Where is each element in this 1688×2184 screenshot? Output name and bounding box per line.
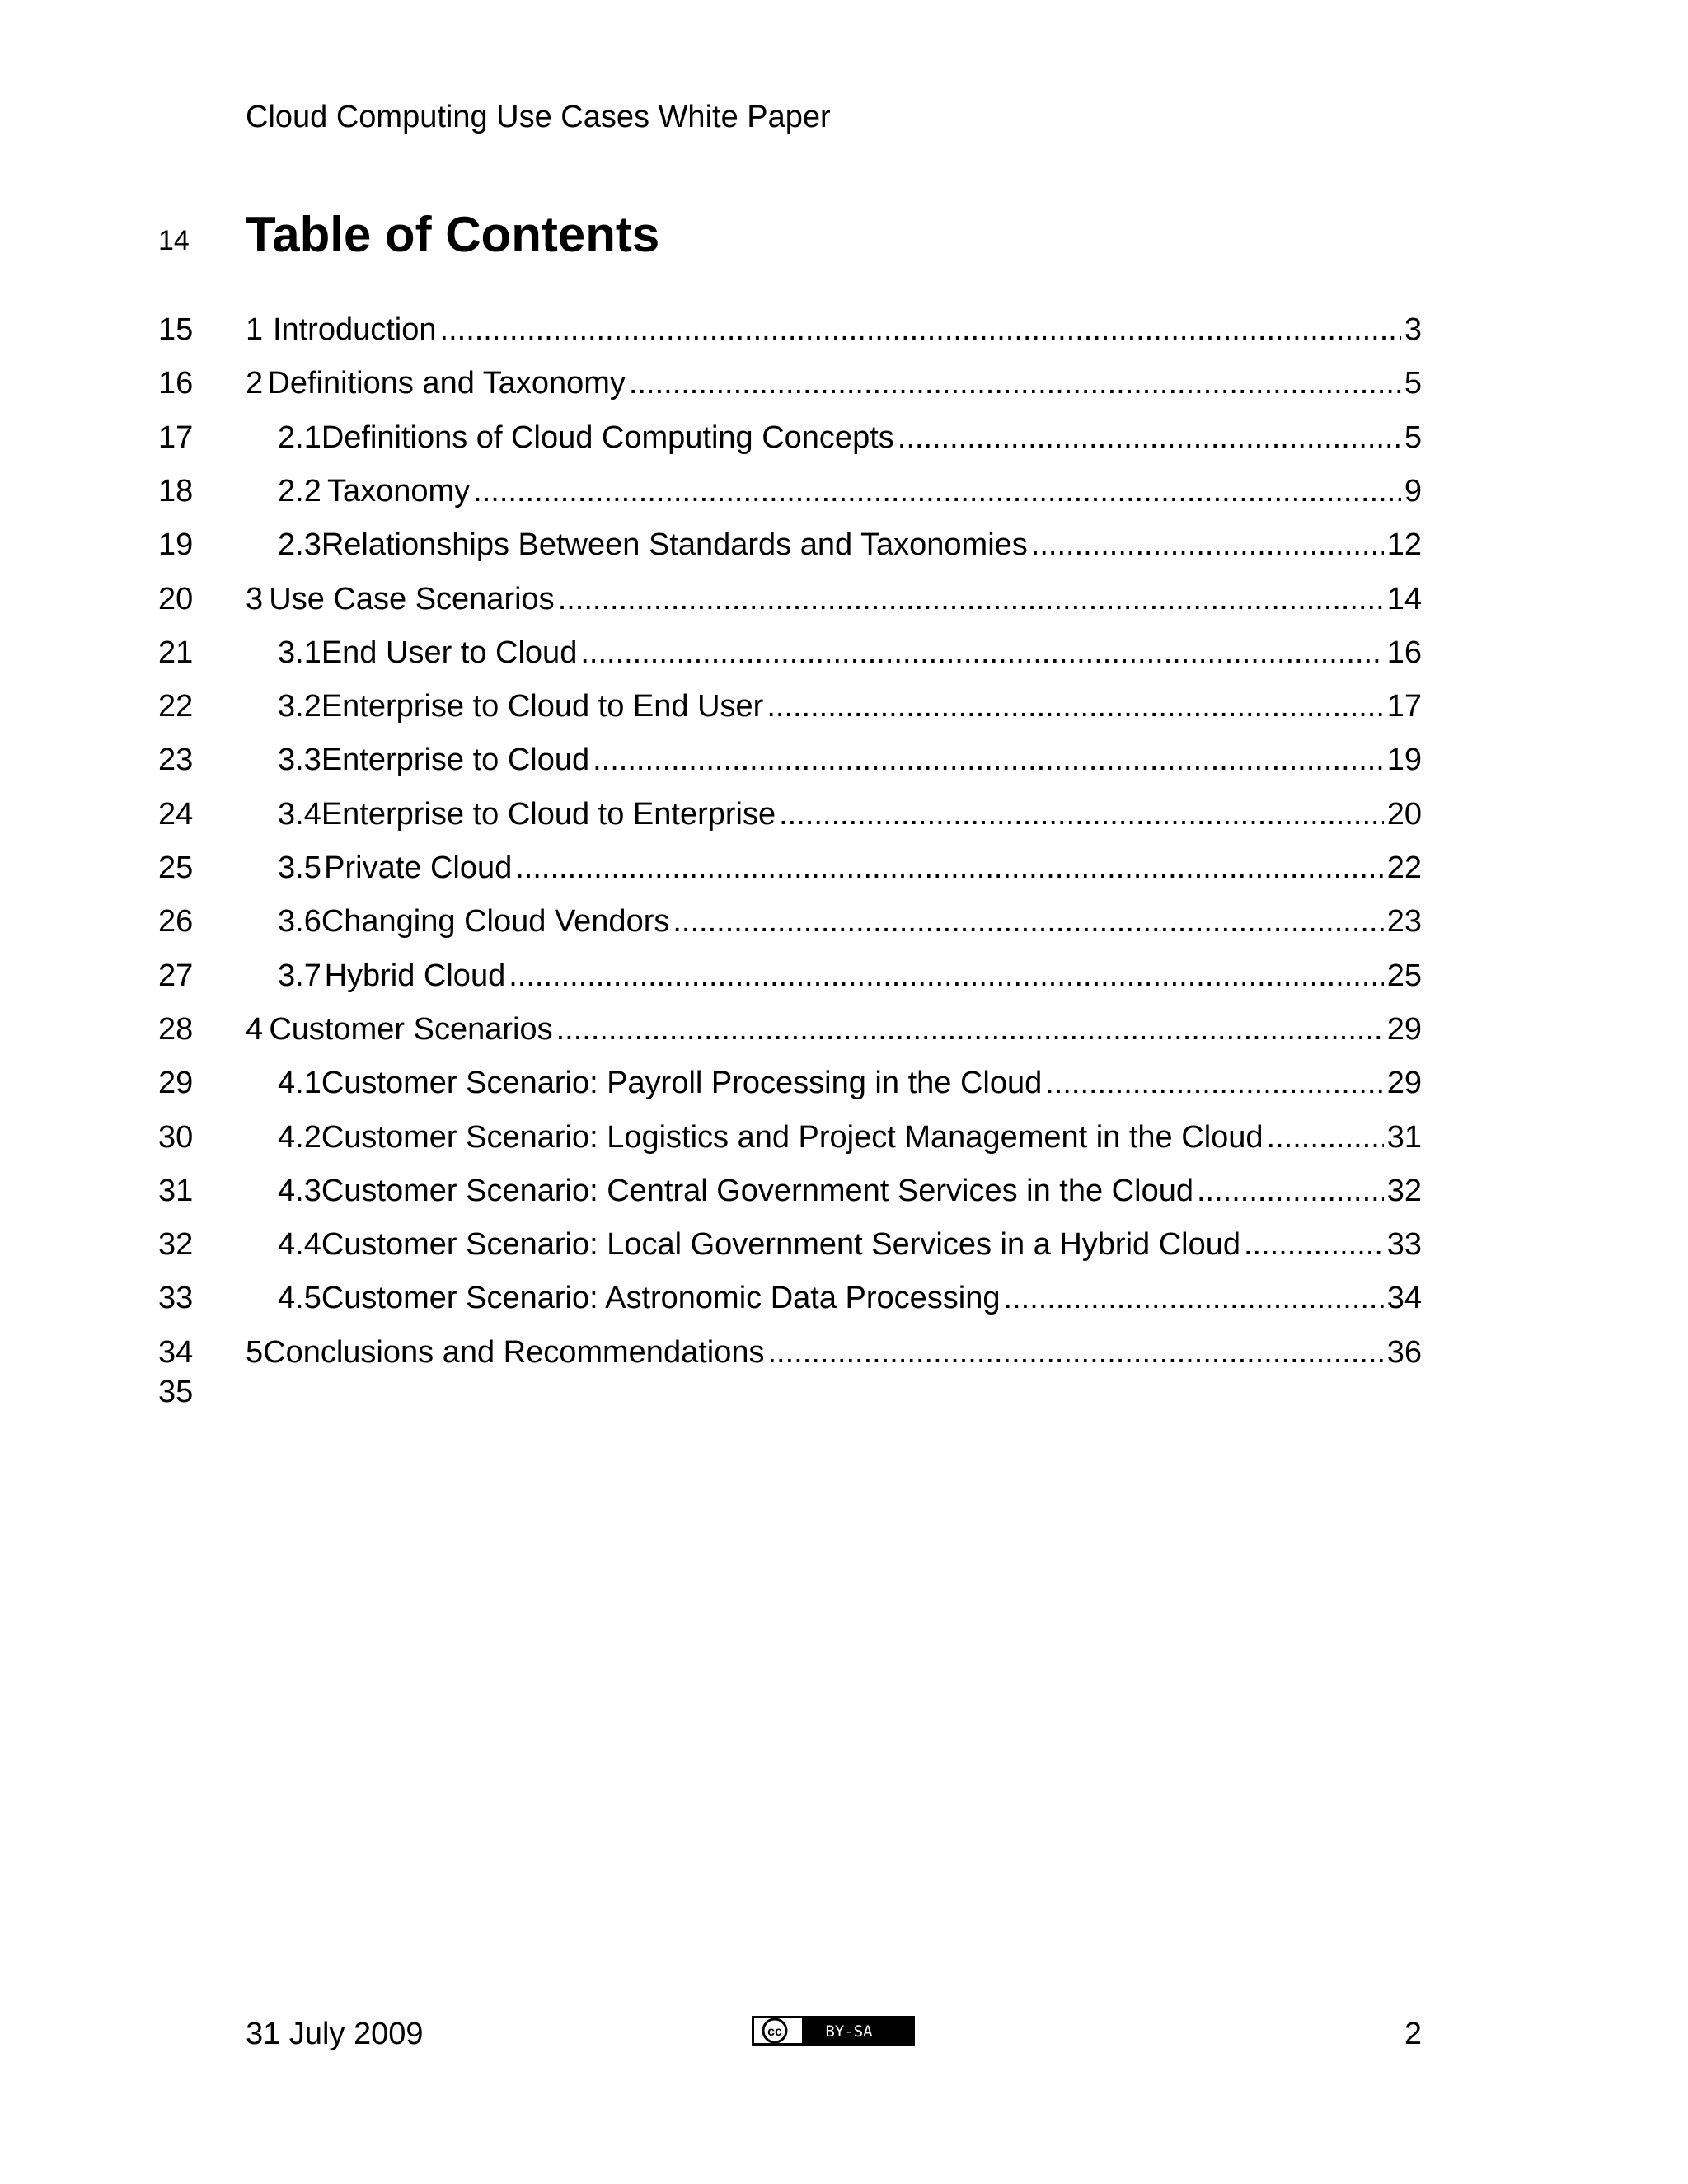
toc-entry-title: Customer Scenario: Central Government Services in the Cloud	[321, 1174, 1193, 1208]
dot-leader	[1004, 1278, 1384, 1318]
toc-entry-number: 5	[246, 1335, 264, 1370]
toc-entry[interactable]	[278, 633, 1422, 673]
toc-entry[interactable]	[246, 1333, 1422, 1372]
toc-entry-page: 20	[1386, 797, 1422, 832]
line-number: 25	[158, 851, 194, 885]
toc-entry-title: Changing Cloud Vendors	[321, 904, 670, 939]
toc-entry-title: Customer Scenario: Logistics and Project Management in the Cloud	[321, 1120, 1264, 1155]
toc-entry-page: 12	[1386, 527, 1422, 562]
line-number: 27	[158, 958, 194, 993]
toc-entry-page: 29	[1386, 1012, 1422, 1047]
toc-entry-title: Enterprise to Cloud	[321, 743, 590, 777]
toc-entry[interactable]	[246, 579, 1422, 619]
dot-leader	[673, 902, 1383, 941]
dot-leader	[515, 848, 1383, 888]
toc-entry-page: 17	[1386, 689, 1422, 724]
dot-leader	[440, 310, 1401, 349]
dot-leader	[556, 1010, 1384, 1049]
toc-entry-page: 32	[1386, 1174, 1422, 1208]
line-number: 14	[158, 225, 190, 256]
toc-entry-number: 2.2	[278, 474, 321, 509]
dot-leader	[580, 633, 1383, 673]
line-number: 29	[158, 1066, 194, 1100]
toc-entry-page: 3	[1404, 312, 1422, 347]
line-number: 31	[158, 1174, 194, 1208]
toc-entry[interactable]	[278, 1118, 1422, 1157]
toc-entry[interactable]	[278, 525, 1422, 565]
toc-entry-title: Taxonomy	[326, 474, 471, 509]
toc-entry[interactable]	[278, 1225, 1422, 1264]
toc-entry-title: Hybrid Cloud	[324, 958, 506, 993]
toc-entry-title: Private Cloud	[324, 851, 513, 885]
line-number: 32	[158, 1227, 194, 1262]
toc-entry-title: Conclusions and Recommendations	[263, 1335, 765, 1370]
line-number: 34	[158, 1335, 194, 1370]
dot-leader	[558, 579, 1384, 619]
footer-page-number: 2	[1404, 2017, 1422, 2051]
line-number: 21	[158, 635, 194, 670]
line-number: 30	[158, 1120, 194, 1155]
line-number: 17	[158, 420, 194, 455]
toc-entry-page: 19	[1386, 743, 1422, 777]
toc-entry-page: 9	[1404, 474, 1422, 509]
toc-entry-title: Customer Scenario: Payroll Processing in the Cloud	[321, 1066, 1043, 1100]
toc-entry[interactable]	[278, 956, 1422, 996]
dot-leader	[1197, 1171, 1384, 1211]
running-header: Cloud Computing Use Cases White Paper	[246, 100, 831, 134]
line-number: 19	[158, 527, 194, 562]
toc-entry[interactable]	[278, 418, 1422, 457]
toc-entry-number: 4.1	[278, 1066, 321, 1100]
toc-entry[interactable]	[278, 1278, 1422, 1318]
license-cc-text: cc	[767, 2025, 782, 2039]
line-number: 20	[158, 582, 194, 616]
dot-leader	[1267, 1118, 1384, 1157]
toc-entry[interactable]	[278, 471, 1422, 511]
line-number: 22	[158, 689, 194, 724]
line-number: 26	[158, 904, 194, 939]
toc-entry[interactable]	[278, 902, 1422, 941]
toc-entry-number: 3.7	[278, 958, 321, 993]
toc-entry-title: End User to Cloud	[321, 635, 578, 670]
line-number: 16	[158, 366, 194, 401]
line-number: 23	[158, 743, 194, 777]
line-number: 33	[158, 1281, 194, 1315]
toc-entry-number: 3.6	[278, 904, 321, 939]
toc-entry-page: 14	[1386, 582, 1422, 616]
dot-leader	[473, 471, 1401, 511]
toc-entry-number: 4.5	[278, 1281, 321, 1315]
toc-entry-title: Customer Scenario: Local Government Services in a Hybrid Cloud	[321, 1227, 1240, 1262]
toc-entry-title: Enterprise to Cloud to Enterprise	[321, 797, 776, 832]
toc-entry-number: 3.2	[278, 689, 321, 724]
toc-entry-title: Definitions and Taxonomy	[267, 366, 626, 401]
toc-entry[interactable]	[278, 848, 1422, 888]
toc-entry[interactable]	[246, 310, 1422, 349]
toc-entry-page: 5	[1404, 366, 1422, 401]
dot-leader	[1244, 1225, 1384, 1264]
toc-entry-number: 4.3	[278, 1174, 321, 1208]
toc-entry-number: 3.4	[278, 797, 321, 832]
toc-entry[interactable]	[278, 1063, 1422, 1103]
toc-entry-page: 22	[1386, 851, 1422, 885]
toc-entry[interactable]	[278, 1171, 1422, 1211]
line-number: 24	[158, 797, 194, 832]
cc-by-sa-license-icon	[752, 2016, 915, 2046]
dot-leader	[593, 740, 1384, 780]
dot-leader	[767, 1333, 1383, 1372]
toc-entry-page: 16	[1386, 635, 1422, 670]
line-number: 35	[158, 1375, 194, 1409]
license-text: BY-SA	[825, 2022, 873, 2041]
toc-entry-title: Introduction	[272, 312, 437, 347]
toc-entry-number: 2.3	[278, 527, 321, 562]
dot-leader	[898, 418, 1401, 457]
toc-entry-title: Customer Scenario: Astronomic Data Processing	[321, 1281, 1001, 1315]
toc-entry-number: 4.2	[278, 1120, 321, 1155]
toc-entry-page: 29	[1386, 1066, 1422, 1100]
dot-leader	[779, 794, 1384, 834]
toc-entry[interactable]	[278, 794, 1422, 834]
toc-entry-number: 3	[246, 582, 264, 616]
toc-entry-number: 2	[246, 366, 264, 401]
toc-entry[interactable]	[246, 1010, 1422, 1049]
toc-entry-number: 4	[246, 1012, 264, 1047]
toc-entry-number: 3.1	[278, 635, 321, 670]
toc-heading: Table of Contents	[246, 207, 660, 262]
toc-entry-title: Relationships Between Standards and Taxonomies	[321, 527, 1028, 562]
toc-entry-number: 3.5	[278, 851, 321, 885]
toc-entry[interactable]	[278, 740, 1422, 780]
dot-leader	[629, 363, 1401, 403]
dot-leader	[1031, 525, 1384, 565]
toc-entry-title: Use Case Scenarios	[269, 582, 555, 616]
dot-leader	[767, 687, 1383, 726]
toc-entry-title: Definitions of Cloud Computing Concepts	[321, 420, 894, 455]
toc-entry-page: 34	[1386, 1281, 1422, 1315]
toc-entry-number: 1	[246, 312, 264, 347]
toc-entry-number: 3.3	[278, 743, 321, 777]
toc-entry[interactable]	[246, 363, 1422, 403]
toc-entry-number: 2.1	[278, 420, 321, 455]
toc-entry-page: 5	[1404, 420, 1422, 455]
toc-entry-page: 23	[1386, 904, 1422, 939]
toc-entry-title: Enterprise to Cloud to End User	[321, 689, 764, 724]
line-number: 28	[158, 1012, 194, 1047]
toc-entry-page: 25	[1386, 958, 1422, 993]
dot-leader	[509, 956, 1384, 996]
toc-entry-title: Customer Scenarios	[269, 1012, 553, 1047]
footer-date: 31 July 2009	[246, 2017, 424, 2051]
dot-leader	[1045, 1063, 1383, 1103]
toc-entry-page: 33	[1386, 1227, 1422, 1262]
toc-entry-page: 31	[1386, 1120, 1422, 1155]
toc-entry[interactable]	[278, 687, 1422, 726]
toc-entry-page: 36	[1386, 1335, 1422, 1370]
line-number: 15	[158, 312, 194, 347]
toc-entry-number: 4.4	[278, 1227, 321, 1262]
line-number: 18	[158, 474, 194, 509]
